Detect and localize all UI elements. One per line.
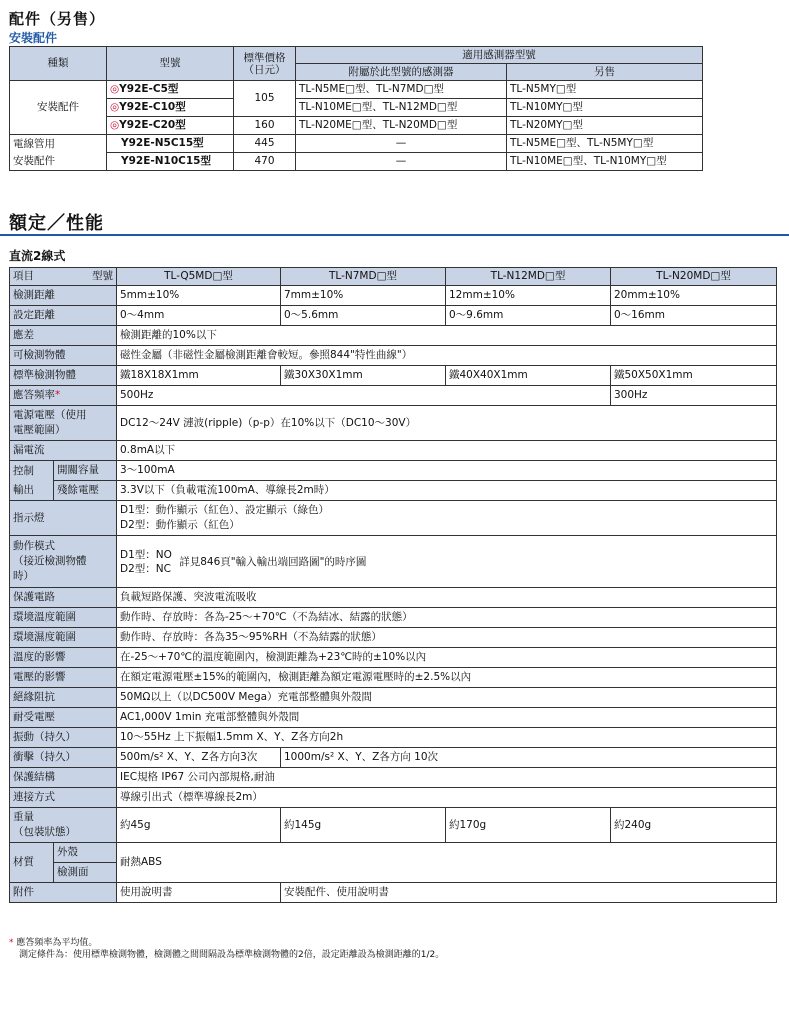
value-cell: 動作時、存放時：各為35～95%RH（不為結露的狀態）	[117, 628, 777, 648]
price-cell: 105	[234, 81, 296, 117]
table-row	[10, 728, 777, 748]
table-row	[10, 588, 777, 608]
ratings-table	[9, 267, 777, 903]
table-row	[10, 748, 777, 768]
value-cell: 3～100mA	[117, 461, 777, 481]
circle-mark-icon: ◎	[110, 83, 120, 95]
table-row	[10, 843, 777, 863]
header-model: 型號	[107, 47, 234, 81]
attached-cell: TL-N20ME□型、TL-N20MD□型	[296, 117, 507, 135]
model-cell: Y92E-N5C15型	[107, 135, 234, 153]
model-header: TL-N20MD□型	[611, 268, 777, 286]
price-cell: 160	[234, 117, 296, 135]
row-label: 衝擊（持久）	[10, 748, 117, 768]
table-row	[10, 135, 703, 153]
value-cell: 3.3V以下（負載電流100mA、導線長2m時）	[117, 481, 777, 501]
value-cell: 0～4mm	[117, 306, 281, 326]
row-label: 漏電流	[10, 441, 117, 461]
row-label: 電壓的影響	[10, 668, 117, 688]
value-cell: 負載短路保護、突波電流吸收	[117, 588, 777, 608]
table-row	[10, 668, 777, 688]
value-cell: 鐵50X50X1mm	[611, 366, 777, 386]
model-header: TL-N7MD□型	[281, 268, 446, 286]
model-header: TL-N12MD□型	[446, 268, 611, 286]
value-cell: AC1,000V 1min 充電部整體與外殼間	[117, 708, 777, 728]
value-cell: 0～5.6mm	[281, 306, 446, 326]
sold-cell: TL-N20MY□型	[507, 117, 703, 135]
value-cell: 約45g	[117, 808, 281, 843]
value-cell: 0～9.6mm	[446, 306, 611, 326]
table-row	[10, 481, 777, 501]
value-cell: 500Hz	[117, 386, 611, 406]
row-sublabel: 殘餘電壓	[54, 481, 117, 501]
row-label: 絕緣阻抗	[10, 688, 117, 708]
row-sublabel: 檢測面	[54, 863, 117, 883]
table-row	[10, 788, 777, 808]
row-label: 溫度的影響	[10, 648, 117, 668]
model-text: Y92E-C5型	[119, 83, 179, 95]
row-label: 指示燈	[10, 501, 117, 536]
header-model: 型號	[92, 270, 113, 282]
table-row	[10, 153, 703, 171]
table-row	[10, 441, 777, 461]
table-row	[10, 608, 777, 628]
header-sensor-sold: 另售	[507, 64, 703, 81]
price-cell: 445	[234, 135, 296, 153]
model-text: Y92E-C10型	[119, 101, 186, 113]
table-row	[10, 808, 777, 843]
value-cell: 鐵30X30X1mm	[281, 366, 446, 386]
table-row	[10, 366, 777, 386]
header-price: 標準價格 （日元）	[234, 47, 296, 81]
value-cell: 300Hz	[611, 386, 777, 406]
value-cell: 動作時、存放時：各為-25～+70℃（不為結冰、結露的狀態）	[117, 608, 777, 628]
ratings-heading: 額定／性能	[9, 213, 104, 234]
row-label: 保護電路	[10, 588, 117, 608]
row-label: 應差	[10, 326, 117, 346]
value-cell: DC12～24V 漣波(ripple)（p-p）在10%以下（DC10～30V）	[117, 406, 777, 441]
value-cell: 使用說明書	[117, 883, 281, 903]
attached-cell: TL-N10ME□型、TL-N12MD□型	[296, 99, 507, 117]
mode-note: 詳見846頁"輸入輸出端回路圖"的時序圖	[179, 555, 367, 568]
value-cell: 導線引出式（標準導線長2m）	[117, 788, 777, 808]
table-row	[10, 406, 777, 441]
accessories-table	[9, 46, 703, 171]
section-divider	[0, 234, 789, 236]
footnote-line: 測定條件為：使用標準檢測物體，檢測體之間間隔設為標準檢測物體的2倍，設定距離設為檢測距離的1/2。	[19, 950, 445, 960]
table-row	[10, 117, 703, 135]
row-label: 控制 輸出	[10, 461, 54, 501]
value-cell: 約170g	[446, 808, 611, 843]
row-label-text: 應答頻率	[13, 389, 55, 401]
attached-cell: —	[296, 135, 507, 153]
table-row	[10, 768, 777, 788]
row-label: 標準檢測物體	[10, 366, 117, 386]
indicator-line: D2型：動作顯示（紅色）	[120, 519, 240, 531]
value-cell	[117, 501, 777, 536]
attached-cell: —	[296, 153, 507, 171]
footnote-star: *	[9, 938, 14, 948]
value-cell: 鐵18X18X1mm	[117, 366, 281, 386]
value-cell: 500m/s² X、Y、Z各方向3次	[117, 748, 281, 768]
mode-line: D2型：NC	[120, 562, 171, 575]
model-header: TL-Q5MD□型	[117, 268, 281, 286]
circle-mark-icon: ◎	[110, 119, 120, 131]
value-cell: 12mm±10%	[446, 286, 611, 306]
table-row	[10, 708, 777, 728]
row-label	[10, 386, 117, 406]
row-label: 附件	[10, 883, 117, 903]
value-cell	[117, 536, 777, 588]
table-row	[10, 628, 777, 648]
header-item: 項目	[13, 270, 34, 282]
indicator-line: D1型：動作顯示（紅色）、設定顯示（綠色）	[120, 504, 330, 516]
value-cell: 鐵40X40X1mm	[446, 366, 611, 386]
value-cell: 20mm±10%	[611, 286, 777, 306]
table-row	[10, 386, 777, 406]
row-label: 耐受電壓	[10, 708, 117, 728]
footnote-text: 應答頻率為平均值。	[16, 938, 98, 948]
footnote-star: *	[55, 389, 61, 401]
model-cell	[107, 99, 234, 117]
row-label: 連接方式	[10, 788, 117, 808]
model-cell: Y92E-N10C15型	[107, 153, 234, 171]
sold-cell: TL-N5ME□型、TL-N5MY□型	[507, 135, 703, 153]
footnotes	[9, 937, 444, 961]
table-row	[10, 501, 777, 536]
value-cell: 50MΩ以上（以DC500V Mega）充電部整體與外殼間	[117, 688, 777, 708]
value-cell: IEC規格 IP67 公司內部規格,耐油	[117, 768, 777, 788]
ratings-subheading: 直流2線式	[9, 249, 66, 263]
header-item-model	[10, 268, 117, 286]
table-row	[10, 688, 777, 708]
value-cell: 約240g	[611, 808, 777, 843]
value-cell: 磁性金屬（非磁性金屬檢測距離會較短。參照844"特性曲線"）	[117, 346, 777, 366]
model-text: Y92E-C20型	[119, 119, 186, 131]
table-row	[10, 346, 777, 366]
table-row	[10, 648, 777, 668]
value-cell: 0.8mA以下	[117, 441, 777, 461]
table-row	[10, 306, 777, 326]
row-label: 環境溫度範圍	[10, 608, 117, 628]
value-cell: 在額定電源電壓±15%的範圍內，檢測距離為額定電源電壓時的±2.5%以內	[117, 668, 777, 688]
table-row	[10, 81, 703, 99]
header-sensor-attached: 附屬於此型號的感測器	[296, 64, 507, 81]
row-label: 振動（持久）	[10, 728, 117, 748]
table-row	[10, 99, 703, 117]
table-row	[10, 883, 777, 903]
value-cell: 7mm±10%	[281, 286, 446, 306]
price-cell: 470	[234, 153, 296, 171]
footnote-line	[9, 937, 444, 949]
sold-cell: TL-N10ME□型、TL-N10MY□型	[507, 153, 703, 171]
table-row	[10, 47, 703, 64]
row-label: 可檢測物體	[10, 346, 117, 366]
table-row	[10, 268, 777, 286]
mode-line: D1型：NO	[120, 548, 172, 561]
model-cell	[107, 117, 234, 135]
group-conduit: 電線管用 安裝配件	[10, 135, 107, 171]
row-label: 重量 （包裝狀態）	[10, 808, 117, 843]
attached-cell: TL-N5ME□型、TL-N7MD□型	[296, 81, 507, 99]
accessories-subheading: 安裝配件	[9, 31, 58, 45]
row-sublabel: 開關容量	[54, 461, 117, 481]
table-row	[10, 326, 777, 346]
value-cell: 0～16mm	[611, 306, 777, 326]
row-label: 設定距離	[10, 306, 117, 326]
row-label: 保護結構	[10, 768, 117, 788]
model-cell	[107, 81, 234, 99]
table-row	[10, 461, 777, 481]
table-row	[10, 536, 777, 588]
sold-cell: TL-N5MY□型	[507, 81, 703, 99]
value-cell: 安裝配件、使用說明書	[281, 883, 777, 903]
sold-cell: TL-N10MY□型	[507, 99, 703, 117]
value-cell: 約145g	[281, 808, 446, 843]
accessories-heading: 配件（另售）	[9, 10, 106, 28]
value-cell: 10～55Hz 上下振幅1.5mm X、Y、Z各方向2h	[117, 728, 777, 748]
group-mounting: 安裝配件	[10, 81, 107, 135]
value-cell: 檢測距離的10%以下	[117, 326, 777, 346]
row-label: 材質	[10, 843, 54, 883]
row-label: 環境濕度範圍	[10, 628, 117, 648]
row-label: 動作模式 （接近檢測物體 時）	[10, 536, 117, 588]
row-label: 電源電壓（使用 電壓範圍）	[10, 406, 117, 441]
value-cell: 耐熱ABS	[117, 843, 777, 883]
row-sublabel: 外殼	[54, 843, 117, 863]
value-cell: 5mm±10%	[117, 286, 281, 306]
value-cell: 在-25～+70℃的溫度範圍內，檢測距離為+23℃時的±10%以內	[117, 648, 777, 668]
row-label: 檢測距離	[10, 286, 117, 306]
circle-mark-icon: ◎	[110, 101, 120, 113]
mode-lines	[120, 548, 172, 576]
table-row	[10, 286, 777, 306]
value-cell: 1000m/s² X、Y、Z各方向 10次	[281, 748, 777, 768]
header-type: 種類	[10, 47, 107, 81]
header-sensor-group: 適用感測器型號	[296, 47, 703, 64]
